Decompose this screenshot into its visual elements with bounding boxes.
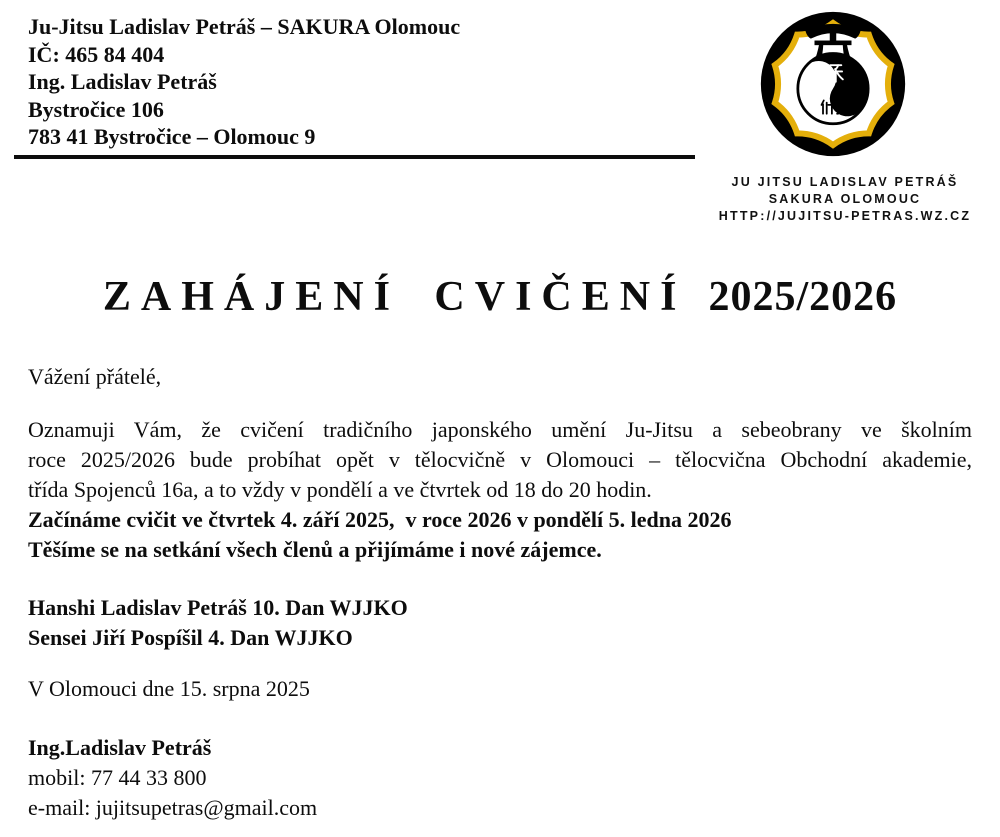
club-website-url: HTTP://JUJITSU-PETRAS.WZ.CZ	[718, 209, 972, 223]
paragraph-line: roce 2025/2026 bude probíhat opět v tělocvičně v Olomouci – tělocvična Obchodní akademie,	[28, 447, 972, 472]
title-text: ZAHÁJENÍ CVIČENÍ	[102, 274, 687, 320]
masters-block	[28, 593, 408, 653]
sender-org-name: Ju-Jitsu Ladislav Petráš – SAKURA Olomouc	[28, 14, 461, 39]
page-title	[0, 274, 1000, 320]
club-seal-icon	[759, 10, 907, 158]
header-divider-rule	[14, 155, 695, 159]
club-logo-caption	[695, 174, 995, 225]
sender-block	[28, 13, 460, 151]
announcement-paragraph	[28, 415, 972, 565]
signature-mobile: mobil: 77 44 33 800	[28, 765, 207, 790]
master-sensei-line: Sensei Jiří Pospíšil 4. Dan WJJKO	[28, 625, 353, 650]
master-hanshi-line: Hanshi Ladislav Petráš 10. Dan WJJKO	[28, 595, 408, 620]
logo-caption-club: SAKURA OLOMOUC	[768, 192, 922, 206]
welcome-line: Těšíme se na setkání všech členů a přijímáme i nové zájemce.	[28, 537, 602, 562]
salutation: Vážení přátelé,	[28, 364, 162, 389]
start-dates-line: Začínáme cvičit ve čtvrtek 4. září 2025, v roce 2026 v pondělí 5. ledna 2026	[28, 507, 732, 532]
paragraph-line: Oznamuji Vám, že cvičení tradičního japonského umění Ju-Jitsu a sebeobrany ve školním	[28, 417, 972, 442]
sender-city: 783 41 Bystročice – Olomouc 9	[28, 124, 316, 149]
club-logo-block	[695, 10, 995, 225]
sender-ic-number: IČ: 465 84 404	[28, 41, 165, 67]
sender-person: Ing. Ladislav Petráš	[28, 69, 217, 94]
paragraph-line: třída Spojenců 16a, a to vždy v pondělí a ve čtvrtek od 18 do 20 hodin.	[28, 477, 652, 502]
place-date-line: V Olomouci dne 15. srpna 2025	[28, 676, 310, 701]
logo-caption-name: JU JITSU LADISLAV PETRÁŠ	[731, 175, 959, 189]
title-season: 2025/2026	[708, 274, 898, 320]
sender-street: Bystročice 106	[28, 96, 164, 122]
signature-email: e-mail: jujitsupetras@gmail.com	[28, 795, 318, 820]
signature-block	[28, 733, 317, 823]
signature-name: Ing.Ladislav Petráš	[28, 735, 212, 760]
